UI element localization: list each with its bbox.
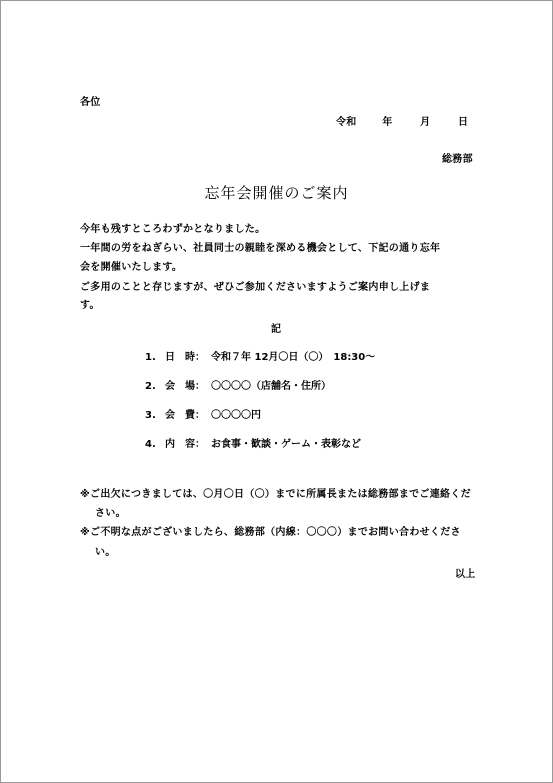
list-item: [145, 351, 375, 365]
addressee: 各位: [80, 97, 101, 108]
date-year: 年: [382, 117, 393, 128]
note-line: さい。: [95, 508, 126, 519]
date-month: 月: [420, 117, 431, 128]
date-day: 日: [458, 117, 469, 128]
item-value: 令和７年 12月〇日（〇） 18:30〜: [211, 352, 376, 363]
item-label: 会 費：: [165, 410, 205, 421]
ki-heading: 記: [271, 324, 282, 335]
note-line: ※ご不明な点がございましたら、総務部（内線：〇〇〇）までお問い合わせくださ: [80, 527, 461, 538]
note-line: ※ご出欠につきましては、〇月〇日（〇）までに所属長または総務部までご連絡くだ: [80, 489, 471, 500]
item-label: 内 容：: [165, 439, 205, 450]
item-value: お食事・歓談・ゲーム・表彰など: [211, 439, 361, 450]
list-item: [145, 380, 331, 394]
list-item: [145, 409, 261, 423]
body-line: 今年も残すところわずかとなりました。: [80, 224, 266, 235]
note-line: い。: [95, 547, 116, 558]
body-line: す。: [80, 300, 100, 311]
body-line: ご多用のことと存じますが、ぜひご参加くださいますようご案内申し上げま: [80, 282, 431, 293]
date-era: 令和: [336, 117, 357, 128]
item-number: 1.: [145, 352, 156, 363]
item-number: 2.: [145, 381, 156, 392]
list-item: [145, 438, 361, 452]
item-value: 〇〇〇〇（店舗名・住所）: [211, 381, 331, 392]
item-label: 日 時：: [165, 352, 205, 363]
item-value: 〇〇〇〇円: [211, 410, 261, 421]
item-number: 4.: [145, 439, 156, 450]
body-line: 一年間の労をねぎらい、社員同士の親睦を深める機会として、下記の通り忘年: [80, 243, 441, 254]
body-line: 会を開催いたします。: [80, 262, 183, 273]
closing: 以上: [455, 569, 476, 580]
date-line: [336, 116, 468, 130]
item-label: 会 場：: [165, 381, 205, 392]
department: 総務部: [442, 154, 473, 165]
page-title: 忘年会開催のご案内: [204, 184, 349, 202]
item-number: 3.: [145, 410, 156, 421]
